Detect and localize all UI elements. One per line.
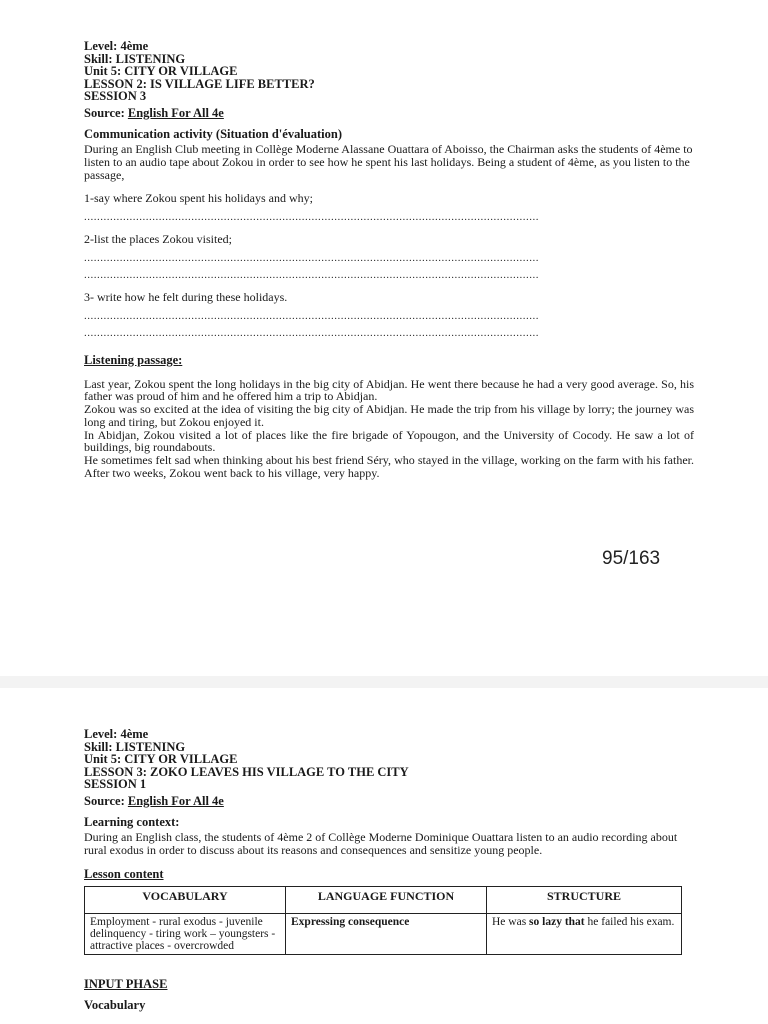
structure-emphasis: so lazy that	[529, 915, 585, 928]
skill-line: Skill: LISTENING	[84, 739, 186, 754]
level-line: Level: 4ème	[84, 39, 149, 53]
table-row	[85, 913, 682, 954]
question-3: 3- write how he felt during these holidays.	[84, 289, 288, 304]
source-line	[84, 106, 694, 121]
function-cell: Expressing consequence	[286, 913, 487, 954]
table-header-function: LANGUAGE FUNCTION	[286, 886, 487, 913]
skill-line: Skill: LISTENING	[84, 51, 186, 66]
structure-text: He was	[492, 915, 530, 928]
passage-paragraph: In Abidjan, Zokou visited a lot of places like the fire brigade of Yopougon, and the University of Cocody. He saw a lot of buildings, big roundabouts.	[84, 427, 694, 455]
answer-line: ............................................................................................................................................	[84, 326, 539, 339]
lesson-line: LESSON 3: ZOKO LEAVES HIS VILLAGE TO THE CITY	[84, 764, 409, 779]
lesson-content-title: Lesson content	[84, 866, 164, 881]
answer-line: ............................................................................................................................................	[84, 210, 539, 223]
lesson-content-table	[84, 886, 682, 955]
passage-paragraph: Zokou was so excited at the idea of visiting the big city of Abidjan. He made the trip from his village by lorry; the journey was long and tiring, but Zokou enjoyed it.	[84, 402, 694, 429]
context-text: During an English class, the students of 4ème 2 of Collège Moderne Dominique Ouattara listen to an audio recording about rural exodus in order to discuss about its reasons and consequences and sensitize young people.	[84, 829, 678, 857]
answer-line: ............................................................................................................................................	[84, 268, 539, 281]
session-line: SESSION 1	[84, 777, 147, 791]
table-header-vocabulary: VOCABULARY	[85, 886, 286, 913]
level-line: Level: 4ème	[84, 727, 149, 741]
passage-title: Listening passage	[84, 352, 179, 367]
passage-title-line	[84, 353, 694, 368]
source-label: Source:	[84, 105, 128, 120]
unit-line: Unit 5: CITY OR VILLAGE	[84, 752, 238, 766]
table-header-row	[85, 886, 682, 913]
page-2-content	[84, 728, 694, 1013]
question-2: 2-list the places Zokou visited;	[84, 231, 232, 246]
answer-line: ............................................................................................................................................	[84, 309, 539, 322]
unit-line: Unit 5: CITY OR VILLAGE	[84, 64, 238, 78]
passage-paragraph: He sometimes felt sad when thinking about his best friend Séry, who stayed in the village, working on the farm with his father. After two weeks, Zokou went back to his village, very happy.	[84, 453, 694, 481]
input-phase-title: INPUT PHASE	[84, 976, 168, 991]
table-header-structure: STRUCTURE	[487, 886, 682, 913]
activity-title: Communication activity (Situation d'évaluation)	[84, 126, 342, 141]
passage-paragraph: Last year, Zokou spent the long holidays in the big city of Abidjan. He went there because he had a very good average. So, his father was proud of him and he offered him a trip to Abidjan.	[84, 376, 694, 404]
passage-title-colon: :	[178, 352, 183, 367]
source-title: English For All 4e	[127, 105, 224, 120]
source-title: English For All 4e	[127, 793, 224, 808]
answer-line: ............................................................................................................................................	[84, 251, 539, 264]
question-1: 1-say where Zokou spent his holidays and why;	[84, 190, 313, 205]
vocabulary-heading: Vocabulary	[84, 997, 146, 1012]
document-page-2	[0, 688, 768, 1024]
listening-passage	[84, 378, 694, 480]
page-1-content	[84, 40, 694, 480]
page-number: 95/163	[602, 548, 661, 569]
context-title: Learning context:	[84, 814, 180, 829]
source-line	[84, 794, 694, 809]
activity-text: During an English Club meeting in Collège Moderne Alassane Ouattara of Aboisso, the Chairman asks the students of 4ème to listen to an audio tape about Zokou in order to see how he spent his last holidays. Being a student of 4ème, as you listen to the passage,	[84, 141, 693, 182]
vocabulary-cell: Employment - rural exodus - juvenile delinquency - tiring work – youngsters - attractive places - overcrowded	[85, 913, 286, 954]
structure-text-end: he failed his exam.	[584, 915, 675, 928]
lesson-line: LESSON 2: IS VILLAGE LIFE BETTER?	[84, 76, 315, 91]
structure-cell	[487, 913, 682, 954]
source-label: Source:	[84, 793, 128, 808]
session-line: SESSION 3	[84, 89, 147, 103]
